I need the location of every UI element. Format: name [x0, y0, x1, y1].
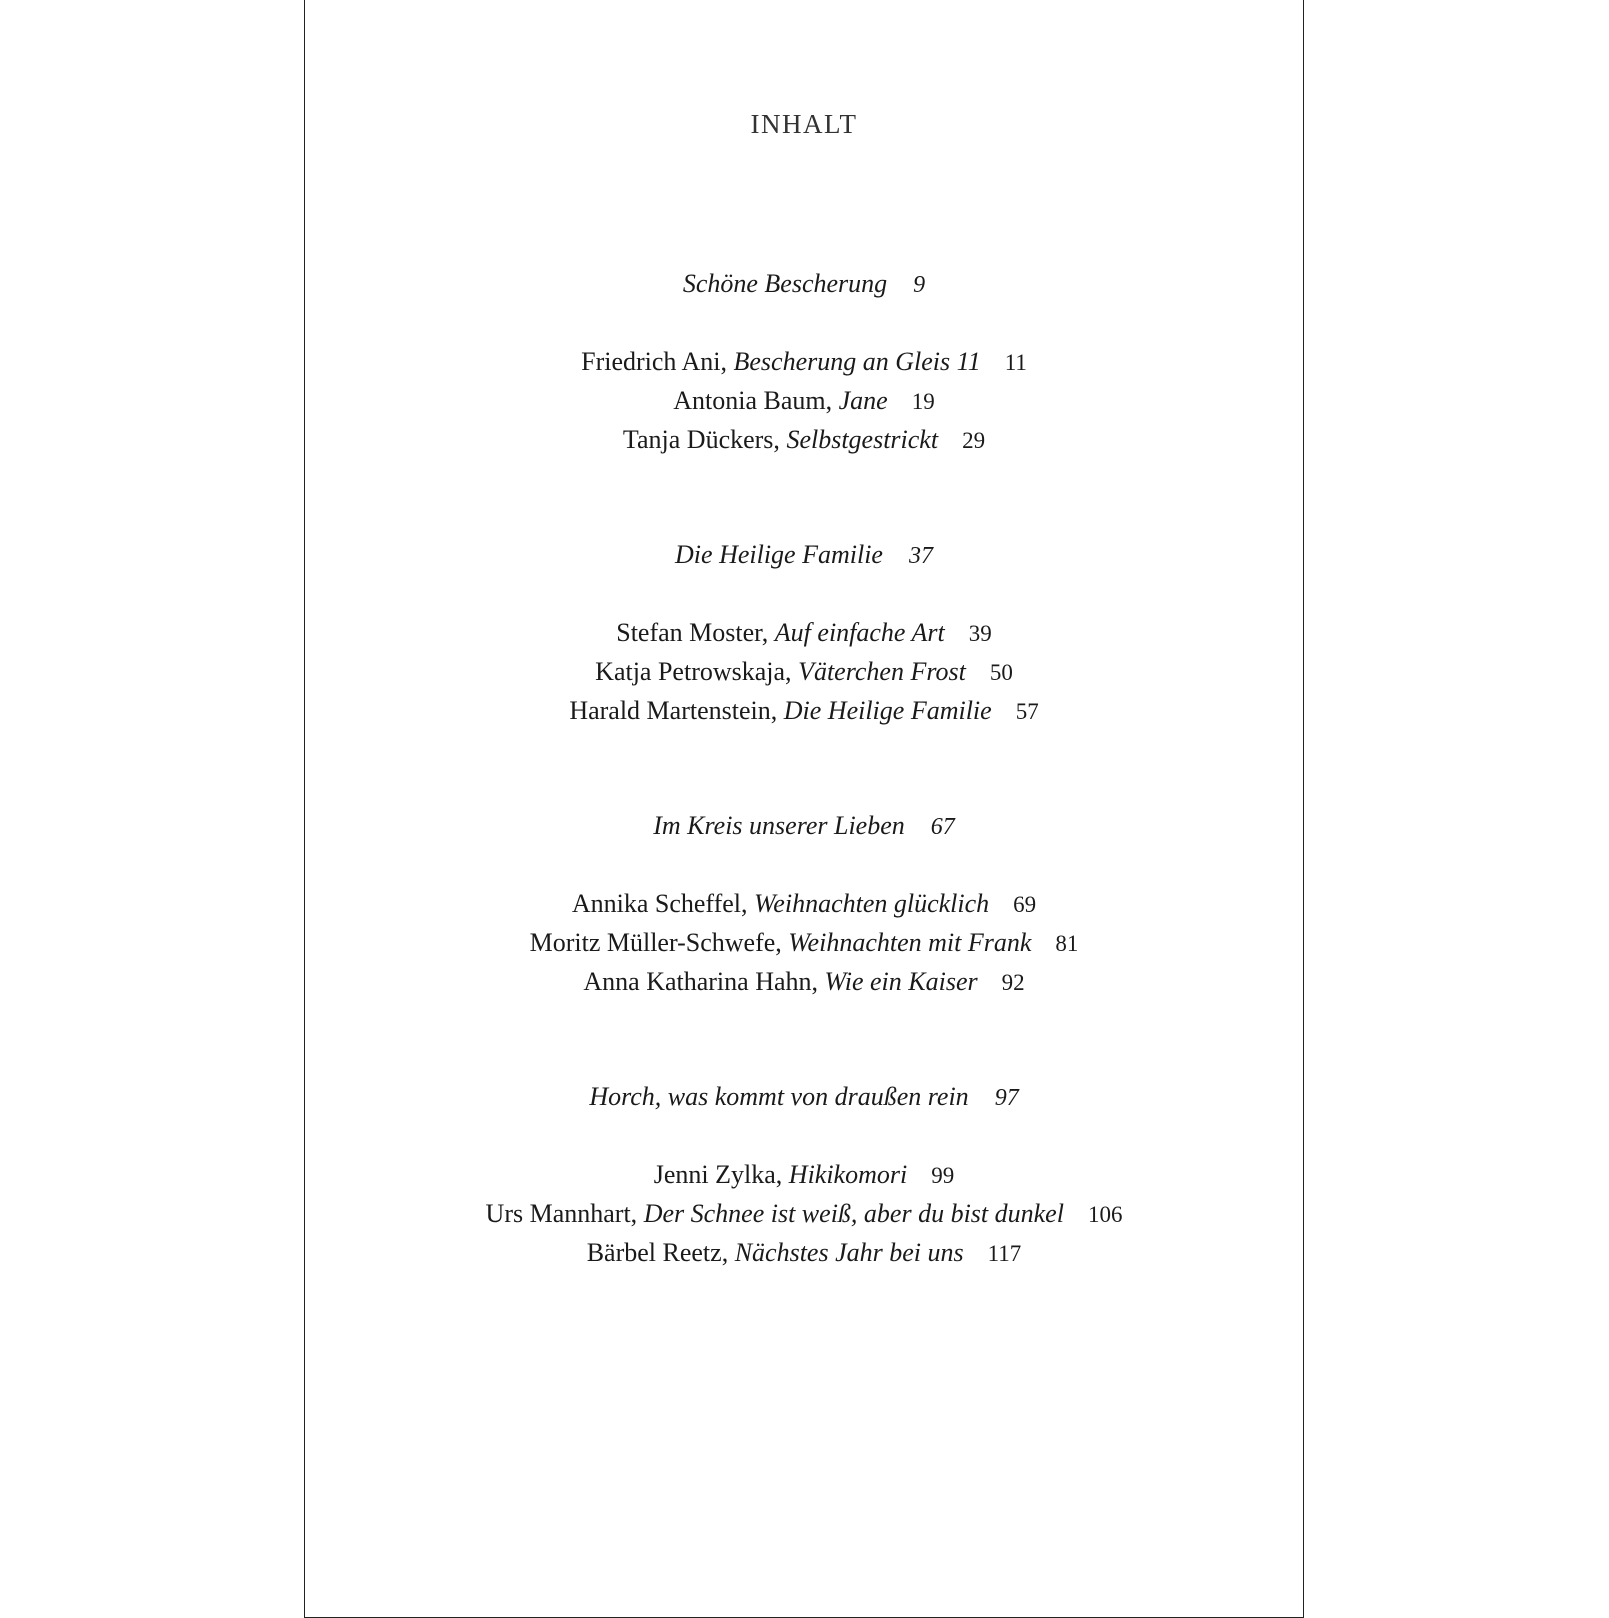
section-heading	[305, 1077, 1303, 1116]
entry-author: Anna Katharina Hahn,	[583, 967, 819, 996]
section-heading	[305, 535, 1303, 574]
toc-entry	[305, 1233, 1303, 1272]
entry-author: Bärbel Reetz,	[586, 1238, 729, 1267]
entry-page-number: 81	[1055, 931, 1079, 956]
entry-page-number: 57	[1015, 699, 1039, 724]
entry-work: Väterchen Frost	[798, 657, 966, 686]
book-page	[304, 0, 1304, 1618]
entry-work: Jane	[838, 386, 888, 415]
entry-work: Weihnachten glücklich	[754, 889, 990, 918]
entry-author: Tanja Dückers,	[622, 425, 780, 454]
entry-work: Selbstgestrickt	[786, 425, 939, 454]
entry-author: Stefan Moster,	[616, 618, 769, 647]
entry-page-number: 11	[1004, 350, 1027, 375]
entry-page-number: 39	[968, 621, 992, 646]
section-title: Die Heilige Familie	[675, 540, 883, 569]
entry-page-number: 29	[962, 428, 986, 453]
entry-page-number: 99	[931, 1163, 955, 1188]
toc-entry	[305, 652, 1303, 691]
entry-page-number: 92	[1001, 970, 1025, 995]
entry-page-number: 50	[989, 660, 1013, 685]
entry-page-number: 19	[911, 389, 935, 414]
toc-entry	[305, 1194, 1303, 1233]
entry-author: Jenni Zylka,	[653, 1160, 783, 1189]
entry-page-number: 106	[1087, 1202, 1123, 1227]
entry-work: Wie ein Kaiser	[824, 967, 978, 996]
entry-author: Katja Petrowskaja,	[595, 657, 792, 686]
section-title: Schöne Bescherung	[682, 269, 888, 298]
entry-author: Urs Mannhart,	[485, 1199, 638, 1228]
section-title: Im Kreis unserer Lieben	[653, 811, 905, 840]
section-page-number: 9	[913, 272, 926, 298]
toc-entry	[305, 923, 1303, 962]
page-title: INHALT	[750, 109, 858, 139]
entry-work: Die Heilige Familie	[783, 696, 992, 725]
toc-entry	[305, 381, 1303, 420]
section-heading	[305, 264, 1303, 303]
toc-entry	[305, 420, 1303, 459]
toc-section	[305, 264, 1303, 459]
toc-entry	[305, 691, 1303, 730]
entry-work: Weihnachten mit Frank	[788, 928, 1032, 957]
entry-author: Moritz Müller-Schwefe,	[529, 928, 782, 957]
toc-entry	[305, 342, 1303, 381]
entry-author: Friedrich Ani,	[581, 347, 727, 376]
entry-author: Harald Martenstein,	[569, 696, 778, 725]
entry-work: Hikikomori	[788, 1160, 908, 1189]
section-page-number: 67	[930, 814, 955, 840]
entry-page-number: 69	[1013, 892, 1037, 917]
toc-section	[305, 535, 1303, 730]
toc-entry	[305, 1155, 1303, 1194]
toc-entry	[305, 613, 1303, 652]
toc-entry	[305, 962, 1303, 1001]
toc-entry	[305, 884, 1303, 923]
entry-work: Auf einfache Art	[774, 618, 945, 647]
section-page-number: 97	[994, 1085, 1019, 1111]
toc-section	[305, 1077, 1303, 1272]
entry-page-number: 117	[987, 1241, 1022, 1266]
section-heading	[305, 806, 1303, 845]
toc-section	[305, 806, 1303, 1001]
entry-author: Antonia Baum,	[673, 386, 833, 415]
entry-author: Annika Scheffel,	[571, 889, 748, 918]
entry-work: Nächstes Jahr bei uns	[734, 1238, 964, 1267]
section-title: Horch, was kommt von draußen rein	[589, 1082, 969, 1111]
entry-work: Der Schnee ist weiß, aber du bist dunkel	[643, 1199, 1064, 1228]
section-page-number: 37	[908, 543, 933, 569]
entry-work: Bescherung an Gleis 11	[733, 347, 981, 376]
